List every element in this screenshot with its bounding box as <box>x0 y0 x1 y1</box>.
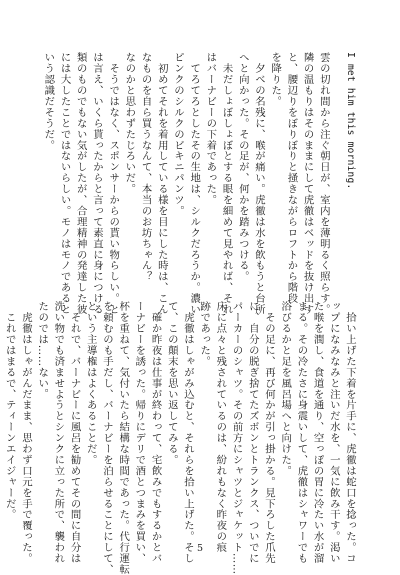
text-line: そうではなく、スポンサーからの貰い物らしい。と <box>107 52 120 315</box>
text-line: パーカーのシャツ。その前方にシャツとジャケット…… <box>230 301 243 575</box>
text-block-upper <box>28 52 358 315</box>
text-line: た喉を潤し、食道を通り、空っぽの胃に冷たい水が溜 <box>311 301 324 564</box>
text-line: その足に、再び何かが引っ掛かる。見下ろした爪先 <box>262 301 275 564</box>
text-line: には大したことではないらしい。モノはモノであると <box>58 52 71 315</box>
text-line: を降りた。 <box>269 52 282 107</box>
chapter-heading: I met him this morning. <box>345 52 356 190</box>
text-line: ップになみなみと注いだ水を、一気に飲み干す。渇い <box>327 301 340 564</box>
text-line: 浴びるかと足を風呂場へと向けた。 <box>279 301 292 477</box>
text-line: と、腰辺りをぼりぼりと掻きながらロフトから階段 <box>285 52 298 304</box>
text-line: へと向かった。その足が、何かを踏みつける。 <box>236 52 249 282</box>
text-line: ーナビーを誘った。帰りにデリで酒とつまみを買い、 <box>133 301 146 564</box>
text-line: 杯を重ねて、気付いたら結構な時間であった。代行運転 <box>117 301 130 575</box>
text-line: を頼むのも手だし、バーナビーを泊らせることにして、 <box>100 301 113 575</box>
text-line: 跡であった。 <box>198 301 211 367</box>
text-line: 洗い物でも済ませようとシンクに立った所で、襲われ <box>52 301 65 564</box>
text-line: なのかと思わずたじろいだ。 <box>123 52 136 195</box>
text-line: いう認識だそうだ。 <box>42 52 55 151</box>
text-line: 未だしょぼしょぼとする眼を細めて見やれば、それ <box>220 52 233 315</box>
text-line: これではまるで、ティーンエイジャーだ。 <box>3 301 16 520</box>
text-line: 初めてそれを着用している様を目にした時は、こん <box>155 52 168 315</box>
text-line: 類のものでもない気がしたが、合理精神の発達した彼 <box>74 52 87 315</box>
text-line: て、この顛末を思い返してみる。 <box>165 301 178 466</box>
text-line: それで、バーナビーに風呂を勧めてその間に自分は <box>68 301 81 564</box>
text-line: に、自分の脱ぎ捨てたズボンとトランクス、ついでに <box>246 301 259 564</box>
text-line: なものを自ら買うなんて、本当のお坊ちゃん？ <box>139 52 152 282</box>
text-line: たのでは……ない。 <box>36 301 49 400</box>
text-line: まる。その冷たさに身震いして、虎徹はシャワーでも <box>295 301 308 564</box>
text-line: はバーナビーの下着であった。 <box>204 52 217 206</box>
text-line: 拾い上げた下着を片手に、虎徹は蛇口を捻った。コ <box>344 301 356 564</box>
text-line: 隣の温もりはそのままにして虎徹はベッドを抜け出す <box>301 52 314 315</box>
text-line: という主導権はよくあることだ。 <box>84 301 97 466</box>
text-line: 虎徹はしゃがんだまま、思わず口元を手で覆った。 <box>19 301 32 564</box>
text-line: は言え、いくら貰ったからと言って素直に身につける <box>90 52 103 315</box>
text-line: 虎徹はしゃがみ込むと、それらを拾い上げた。そし <box>181 301 194 564</box>
text-line: 確か昨夜は仕事が終わって、宅飲みでもするかとバ <box>149 301 162 564</box>
text-line: ピンクのシルクのビキニパンツ。 <box>171 52 184 217</box>
text-line: 床に点々と残されているのは、紛れもなく昨夜の痕 <box>214 301 227 553</box>
text-line: てろてろとしたその生地は、シルクだろうか。濃い <box>188 52 201 315</box>
text-block-lower <box>3 301 358 575</box>
text-line: 雲の切れ間から注ぐ朝日が、室内を薄明るく照らす。 <box>317 52 330 315</box>
text-line: 夕べの名残に、喉が痛い。虎徹は水を飲もうと台所 <box>252 52 265 315</box>
page-number: 5 <box>196 543 204 554</box>
